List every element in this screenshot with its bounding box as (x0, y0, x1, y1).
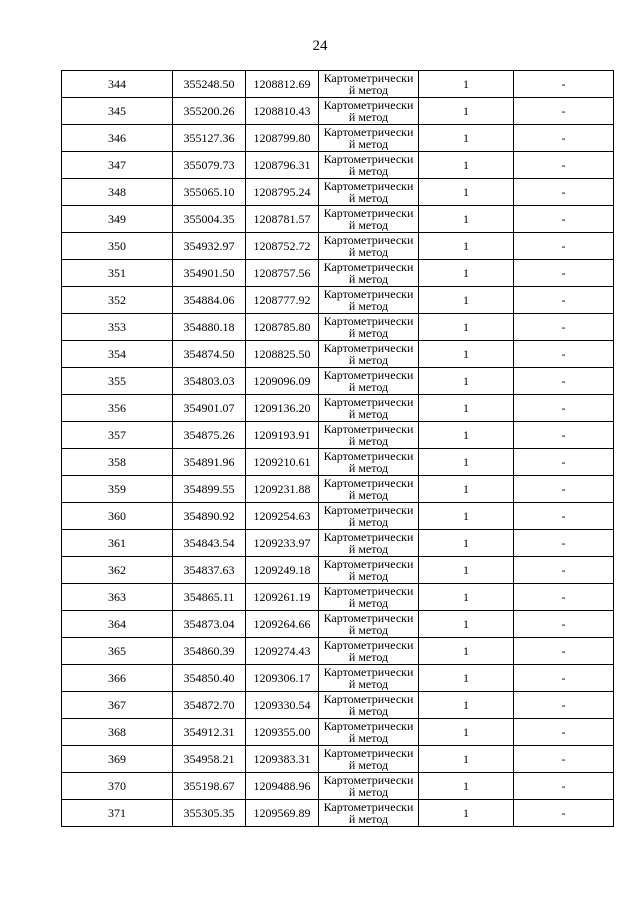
accuracy: 1 (419, 449, 514, 476)
accuracy: 1 (419, 692, 514, 719)
point-number: 344 (62, 71, 173, 98)
method-cell (319, 179, 419, 206)
point-number: 360 (62, 503, 173, 530)
description: - (514, 98, 614, 125)
description: - (514, 341, 614, 368)
coordinate-x: 354880.18 (173, 314, 246, 341)
table-row (62, 476, 614, 503)
coordinate-x: 355198.67 (173, 773, 246, 800)
table-row (62, 503, 614, 530)
method-line-1: Картометрически (323, 746, 414, 760)
method-line-2: й метод (348, 273, 389, 285)
coordinate-x: 355200.26 (173, 98, 246, 125)
description: - (514, 746, 614, 773)
point-number: 368 (62, 719, 173, 746)
method-cell (319, 800, 419, 827)
coordinate-x: 355305.35 (173, 800, 246, 827)
coordinate-x: 354837.63 (173, 557, 246, 584)
point-number: 363 (62, 584, 173, 611)
coordinate-x: 355248.50 (173, 71, 246, 98)
table-row (62, 611, 614, 638)
method-line-1: Картометрически (323, 503, 414, 517)
method-line-2: й метод (348, 678, 389, 690)
method-line-1: Картометрически (323, 665, 414, 679)
method-line-1: Картометрически (323, 152, 414, 166)
method-line-1: Картометрически (323, 476, 414, 490)
method-line-2: й метод (348, 192, 389, 204)
method-line-2: й метод (348, 570, 389, 582)
method-line-2: й метод (348, 435, 389, 447)
accuracy: 1 (419, 584, 514, 611)
coordinate-x: 354803.03 (173, 368, 246, 395)
accuracy: 1 (419, 719, 514, 746)
point-number: 347 (62, 152, 173, 179)
method-line-2: й метод (348, 813, 389, 825)
table-row (62, 125, 614, 152)
accuracy: 1 (419, 152, 514, 179)
method-cell (319, 341, 419, 368)
method-cell (319, 503, 419, 530)
table-row (62, 530, 614, 557)
description: - (514, 611, 614, 638)
description: - (514, 368, 614, 395)
method-line-1: Картометрически (323, 692, 414, 706)
point-number: 364 (62, 611, 173, 638)
coordinate-y: 1208795.24 (246, 179, 319, 206)
coordinate-y: 1208810.43 (246, 98, 319, 125)
method-cell (319, 152, 419, 179)
accuracy: 1 (419, 125, 514, 152)
coordinate-x: 355004.35 (173, 206, 246, 233)
method-line-2: й метод (348, 300, 389, 312)
table-row (62, 206, 614, 233)
coordinates-table-body (62, 71, 614, 827)
description: - (514, 638, 614, 665)
method-cell (319, 71, 419, 98)
coordinate-y: 1208777.92 (246, 287, 319, 314)
accuracy: 1 (419, 746, 514, 773)
method-line-1: Картометрически (323, 125, 414, 139)
accuracy: 1 (419, 368, 514, 395)
accuracy: 1 (419, 287, 514, 314)
method-cell (319, 98, 419, 125)
description: - (514, 287, 614, 314)
method-line-1: Картометрически (323, 422, 414, 436)
point-number: 357 (62, 422, 173, 449)
coordinate-y: 1209274.43 (246, 638, 319, 665)
description: - (514, 692, 614, 719)
method-cell (319, 584, 419, 611)
description: - (514, 476, 614, 503)
method-line-2: й метод (348, 111, 389, 123)
method-line-2: й метод (348, 597, 389, 609)
coordinate-y: 1208812.69 (246, 71, 319, 98)
coordinates-table (61, 70, 614, 827)
accuracy: 1 (419, 557, 514, 584)
accuracy: 1 (419, 314, 514, 341)
table-row (62, 449, 614, 476)
method-line-2: й метод (348, 786, 389, 798)
accuracy: 1 (419, 71, 514, 98)
point-number: 355 (62, 368, 173, 395)
method-cell (319, 557, 419, 584)
point-number: 350 (62, 233, 173, 260)
description: - (514, 665, 614, 692)
coordinate-x: 355065.10 (173, 179, 246, 206)
description: - (514, 773, 614, 800)
method-line-2: й метод (348, 381, 389, 393)
method-line-2: й метод (348, 516, 389, 528)
coordinate-x: 354872.70 (173, 692, 246, 719)
table-row (62, 233, 614, 260)
coordinate-x: 355079.73 (173, 152, 246, 179)
coordinate-y: 1209096.09 (246, 368, 319, 395)
method-cell (319, 368, 419, 395)
method-line-2: й метод (348, 489, 389, 501)
point-number: 371 (62, 800, 173, 827)
method-cell (319, 530, 419, 557)
coordinate-y: 1208796.31 (246, 152, 319, 179)
method-line-2: й метод (348, 732, 389, 744)
method-line-2: й метод (348, 354, 389, 366)
method-line-1: Картометрически (323, 341, 414, 355)
method-line-2: й метод (348, 408, 389, 420)
table-row (62, 314, 614, 341)
point-number: 358 (62, 449, 173, 476)
method-line-2: й метод (348, 327, 389, 339)
method-cell (319, 260, 419, 287)
accuracy: 1 (419, 476, 514, 503)
point-number: 352 (62, 287, 173, 314)
method-line-1: Картометрически (323, 287, 414, 301)
description: - (514, 152, 614, 179)
coordinate-y: 1209355.00 (246, 719, 319, 746)
table-row (62, 152, 614, 179)
description: - (514, 179, 614, 206)
coordinate-y: 1208799.80 (246, 125, 319, 152)
method-line-1: Картометрически (323, 773, 414, 787)
table-row (62, 71, 614, 98)
accuracy: 1 (419, 800, 514, 827)
table-row (62, 341, 614, 368)
description: - (514, 422, 614, 449)
table-row (62, 260, 614, 287)
table-row (62, 287, 614, 314)
coordinate-y: 1209136.20 (246, 395, 319, 422)
method-cell (319, 692, 419, 719)
accuracy: 1 (419, 422, 514, 449)
coordinate-x: 354865.11 (173, 584, 246, 611)
coordinate-x: 354874.50 (173, 341, 246, 368)
method-cell (319, 665, 419, 692)
description: - (514, 125, 614, 152)
point-number: 356 (62, 395, 173, 422)
table-row (62, 665, 614, 692)
table-row (62, 395, 614, 422)
coordinate-x: 354901.50 (173, 260, 246, 287)
table-row (62, 800, 614, 827)
method-line-1: Картометрически (323, 719, 414, 733)
description: - (514, 557, 614, 584)
method-line-2: й метод (348, 462, 389, 474)
coordinate-y: 1209569.89 (246, 800, 319, 827)
method-cell (319, 746, 419, 773)
table-row (62, 746, 614, 773)
method-line-2: й метод (348, 543, 389, 555)
method-line-1: Картометрически (323, 800, 414, 814)
coordinate-x: 354932.97 (173, 233, 246, 260)
coordinate-y: 1208757.56 (246, 260, 319, 287)
point-number: 365 (62, 638, 173, 665)
description: - (514, 260, 614, 287)
coordinate-x: 354912.31 (173, 719, 246, 746)
table-row (62, 98, 614, 125)
description: - (514, 800, 614, 827)
accuracy: 1 (419, 665, 514, 692)
point-number: 349 (62, 206, 173, 233)
method-line-2: й метод (348, 705, 389, 717)
coordinate-y: 1208752.72 (246, 233, 319, 260)
method-cell (319, 395, 419, 422)
accuracy: 1 (419, 773, 514, 800)
description: - (514, 530, 614, 557)
coordinate-x: 354850.40 (173, 665, 246, 692)
method-line-1: Картометрически (323, 98, 414, 112)
coordinate-y: 1209264.66 (246, 611, 319, 638)
coordinate-x: 354891.96 (173, 449, 246, 476)
method-line-1: Картометрически (323, 530, 414, 544)
table-row (62, 179, 614, 206)
table-row (62, 638, 614, 665)
description: - (514, 71, 614, 98)
description: - (514, 206, 614, 233)
method-cell (319, 233, 419, 260)
coordinate-y: 1209306.17 (246, 665, 319, 692)
point-number: 366 (62, 665, 173, 692)
coordinate-x: 354860.39 (173, 638, 246, 665)
method-line-1: Картометрически (323, 449, 414, 463)
point-number: 359 (62, 476, 173, 503)
coordinate-x: 355127.36 (173, 125, 246, 152)
accuracy: 1 (419, 395, 514, 422)
description: - (514, 233, 614, 260)
coordinate-x: 354899.55 (173, 476, 246, 503)
description: - (514, 449, 614, 476)
accuracy: 1 (419, 98, 514, 125)
description: - (514, 719, 614, 746)
method-cell (319, 611, 419, 638)
coordinate-y: 1209330.54 (246, 692, 319, 719)
accuracy: 1 (419, 638, 514, 665)
description: - (514, 395, 614, 422)
point-number: 367 (62, 692, 173, 719)
method-line-1: Картометрически (323, 611, 414, 625)
coordinate-x: 354873.04 (173, 611, 246, 638)
table-row (62, 557, 614, 584)
method-line-2: й метод (348, 219, 389, 231)
coordinate-x: 354890.92 (173, 503, 246, 530)
coordinate-x: 354843.54 (173, 530, 246, 557)
coordinate-x: 354958.21 (173, 746, 246, 773)
table-row (62, 368, 614, 395)
point-number: 348 (62, 179, 173, 206)
method-cell (319, 422, 419, 449)
coordinate-y: 1209231.88 (246, 476, 319, 503)
coordinate-x: 354901.07 (173, 395, 246, 422)
accuracy: 1 (419, 233, 514, 260)
coordinate-y: 1208781.57 (246, 206, 319, 233)
coordinate-y: 1209488.96 (246, 773, 319, 800)
method-line-1: Картометрически (323, 314, 414, 328)
page-number: 24 (312, 38, 328, 54)
method-cell (319, 476, 419, 503)
coordinate-y: 1209254.63 (246, 503, 319, 530)
accuracy: 1 (419, 260, 514, 287)
method-cell (319, 449, 419, 476)
accuracy: 1 (419, 503, 514, 530)
description: - (514, 584, 614, 611)
method-line-2: й метод (348, 138, 389, 150)
point-number: 369 (62, 746, 173, 773)
point-number: 345 (62, 98, 173, 125)
method-line-1: Картометрически (323, 260, 414, 274)
description: - (514, 314, 614, 341)
point-number: 351 (62, 260, 173, 287)
method-line-1: Картометрически (323, 233, 414, 247)
coordinate-y: 1209210.61 (246, 449, 319, 476)
method-cell (319, 206, 419, 233)
method-line-2: й метод (348, 759, 389, 771)
method-line-1: Картометрически (323, 557, 414, 571)
method-cell (319, 125, 419, 152)
point-number: 346 (62, 125, 173, 152)
method-line-1: Картометрически (323, 206, 414, 220)
accuracy: 1 (419, 530, 514, 557)
coordinate-y: 1209249.18 (246, 557, 319, 584)
accuracy: 1 (419, 341, 514, 368)
method-cell (319, 773, 419, 800)
coordinate-y: 1208825.50 (246, 341, 319, 368)
method-line-2: й метод (348, 651, 389, 663)
method-cell (319, 314, 419, 341)
point-number: 353 (62, 314, 173, 341)
method-cell (319, 287, 419, 314)
table-row (62, 422, 614, 449)
coordinate-y: 1209261.19 (246, 584, 319, 611)
method-line-2: й метод (348, 84, 389, 96)
point-number: 362 (62, 557, 173, 584)
method-line-1: Картометрически (323, 179, 414, 193)
method-line-2: й метод (348, 624, 389, 636)
table-row (62, 584, 614, 611)
description: - (514, 503, 614, 530)
accuracy: 1 (419, 611, 514, 638)
method-line-2: й метод (348, 246, 389, 258)
method-line-1: Картометрически (323, 395, 414, 409)
accuracy: 1 (419, 179, 514, 206)
method-cell (319, 719, 419, 746)
coordinate-x: 354875.26 (173, 422, 246, 449)
point-number: 354 (62, 341, 173, 368)
method-cell (319, 638, 419, 665)
coordinate-y: 1208785.80 (246, 314, 319, 341)
table-row (62, 719, 614, 746)
coordinate-y: 1209383.31 (246, 746, 319, 773)
coordinate-x: 354884.06 (173, 287, 246, 314)
point-number: 370 (62, 773, 173, 800)
coordinate-y: 1209193.91 (246, 422, 319, 449)
method-line-1: Картометрически (323, 584, 414, 598)
table-row (62, 692, 614, 719)
method-line-1: Картометрически (323, 368, 414, 382)
method-line-1: Картометрически (323, 71, 414, 85)
method-line-2: й метод (348, 165, 389, 177)
point-number: 361 (62, 530, 173, 557)
method-line-1: Картометрически (323, 638, 414, 652)
accuracy: 1 (419, 206, 514, 233)
coordinate-y: 1209233.97 (246, 530, 319, 557)
table-row (62, 773, 614, 800)
